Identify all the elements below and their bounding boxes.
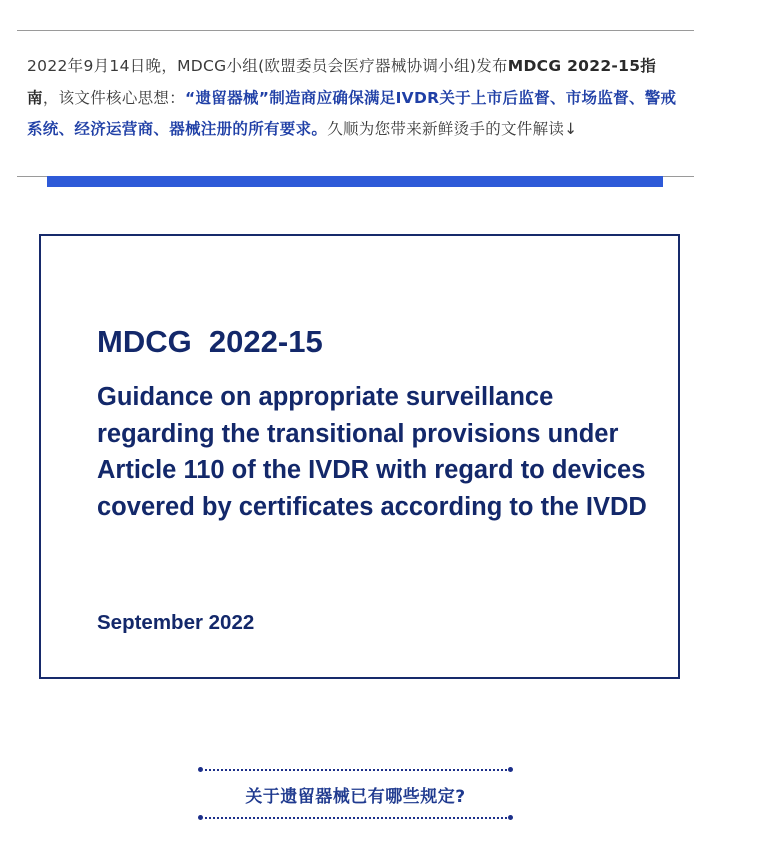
document-code: MDCG 2022-15	[97, 324, 323, 359]
intro-text-part2: ，该文件核心思想：	[42, 88, 186, 107]
document-title: Guidance on appropriate surveillance regarding the transitional provisions under Article 110 of the IVDR with regard to devices covered by certificates according to the IVDD	[97, 383, 647, 521]
intro-highlight: “遗留器械”制造商应确保满足IVDR关于上市后监督、市场监督、警戒系统、经济运营商、器械注册的所有要求。	[27, 88, 677, 138]
document-date: September 2022	[97, 611, 255, 634]
intro-text-part1: 2022年9月14日晚，MDCG小组(欧盟委员会医疗器械协调小组)发布	[27, 57, 508, 75]
document-cover-image	[39, 234, 680, 679]
accent-bar	[47, 176, 663, 187]
intro-paragraph	[27, 51, 687, 146]
section-heading: 关于遗留器械已有哪些规定?	[245, 787, 466, 807]
heading-corner-dot	[508, 815, 513, 820]
heading-corner-dot	[198, 815, 203, 820]
heading-bottom-dotted-line	[200, 817, 511, 819]
intro-paragraph-box	[17, 30, 694, 177]
intro-doc-reference: MDCG 2022-15指南	[27, 57, 657, 107]
heading-corner-dot	[198, 767, 203, 772]
section-heading-box	[200, 769, 511, 819]
heading-top-dotted-line	[200, 769, 511, 771]
heading-corner-dot	[508, 767, 513, 772]
intro-text-part3: 久顺为您带来新鲜烫手的文件解读↓	[327, 120, 578, 138]
